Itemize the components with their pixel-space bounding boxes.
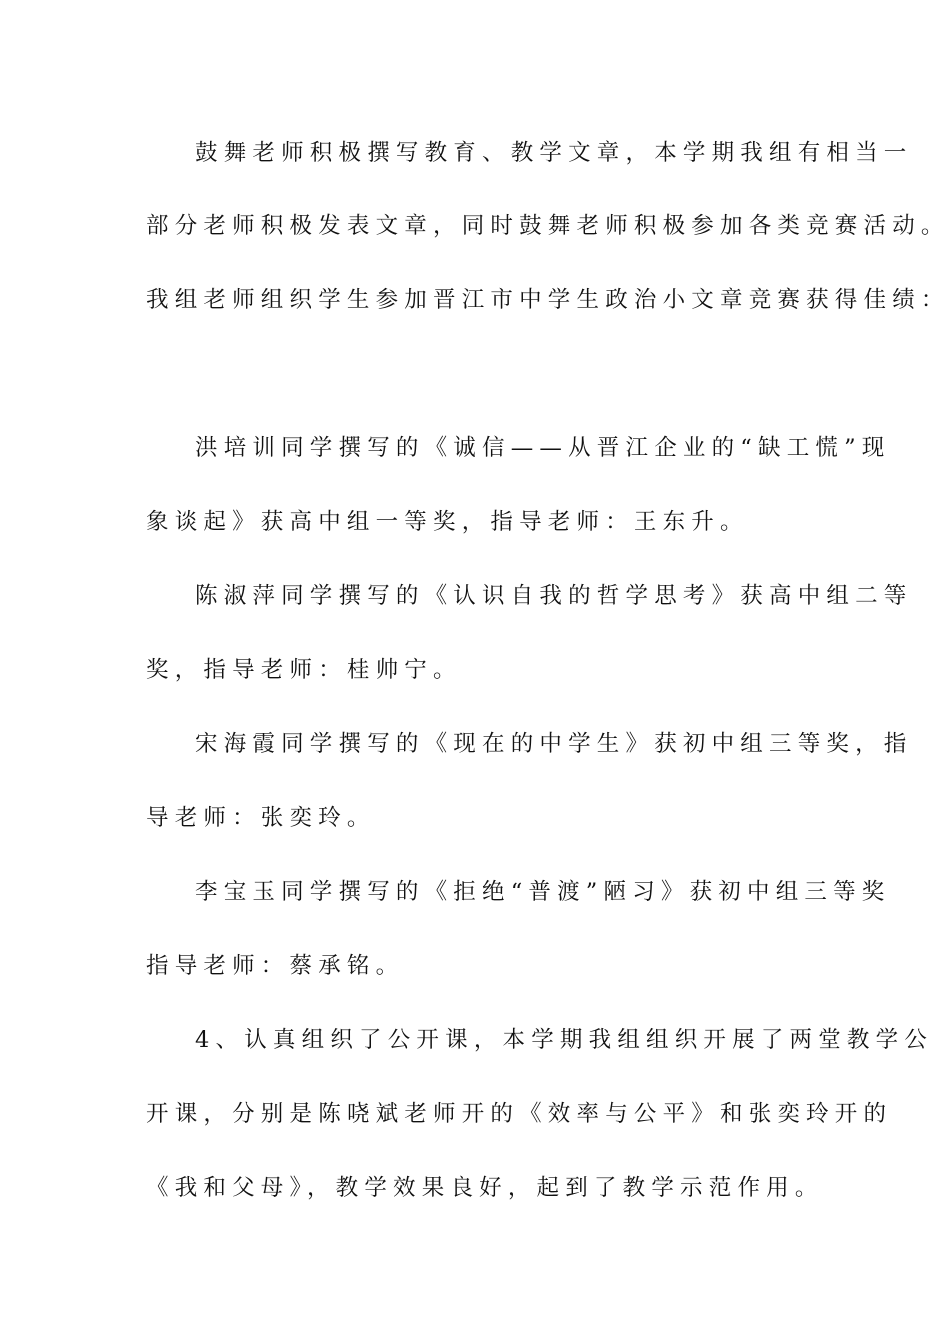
paragraph-line: 导老师：张奕玲。	[146, 805, 376, 831]
paragraph-line: 陈淑萍同学撰写的《认识自我的哲学思考》获高中组二等	[195, 583, 913, 609]
paragraph-line: 部分老师积极发表文章，同时鼓舞老师积极参加各类竞赛活动。	[146, 213, 950, 239]
paragraph-line: 宋海霞同学撰写的《现在的中学生》获初中组三等奖，指	[195, 731, 913, 757]
paragraph-line: 洪培训同学撰写的《诚信——从晋江企业的“缺工慌”现	[195, 435, 891, 461]
paragraph-line: 象谈起》获高中组一等奖，指导老师：王东升。	[146, 509, 749, 535]
paragraph-line: 指导老师：蔡承铭。	[146, 953, 405, 979]
paragraph-line: 鼓舞老师积极撰写教育、教学文章，本学期我组有相当一	[195, 140, 913, 166]
paragraph-line: 开课，分别是陈哓斌老师开的《效率与公平》和张奕玲开的	[146, 1101, 893, 1127]
paragraph-line: 李宝玉同学撰写的《拒绝“普渡”陋习》获初中组三等奖	[195, 879, 891, 905]
paragraph-line: 奖，指导老师：桂帅宁。	[146, 657, 462, 683]
paragraph-line: 4、认真组织了公开课，本学期我组组织开展了两堂教学公	[195, 1027, 934, 1053]
paragraph-line: 《我和父母》，教学效果良好，起到了教学示范作用。	[146, 1175, 824, 1201]
paragraph-line: 我组老师组织学生参加晋江市中学生政治小文章竞赛获得佳绩：	[146, 287, 950, 313]
